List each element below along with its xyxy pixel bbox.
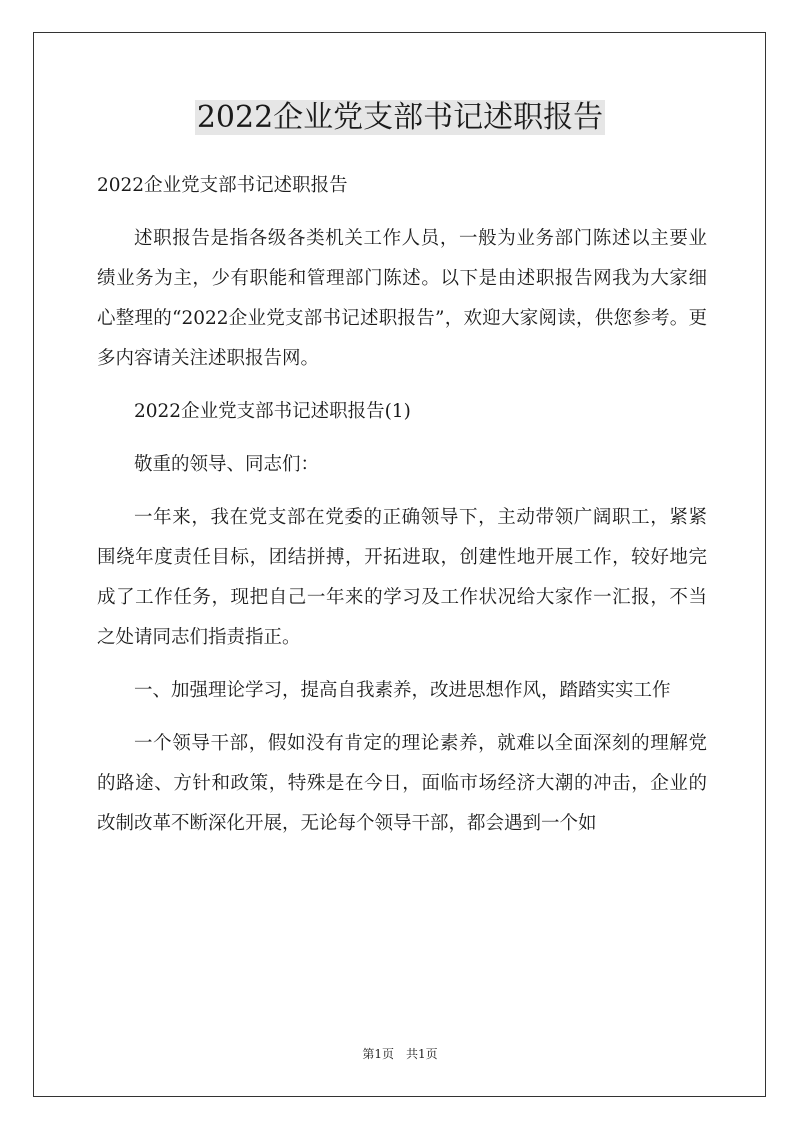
paragraph-intro: 述职报告是指各级各类机关工作人员，一般为业务部门陈述以主要业绩业务为主，少有职能和管理部门陈述。以下是由述职报告网我为大家细心整理的“2022企业党支部书记述职报告”，欢迎大家阅读，供您参考。更多内容请关注述职报告网。	[97, 228, 707, 369]
paragraph-summary: 一年来，我在党支部在党委的正确领导下，主动带领广阔职工，紧紧围绕年度责任目标，团结拼搏，开拓进取，创建性地开展工作，较好地完成了工作任务，现把自己一年来的学习及工作状况给大家作一汇报，不当之处请同志们指责指正。	[97, 507, 707, 648]
paragraph-salutation: 敬重的领导、同志们：	[134, 454, 320, 475]
paragraph-subtitle: 2022企业党支部书记述职报告	[97, 175, 348, 196]
paragraph-section-heading: 2022企业党支部书记述职报告(1)	[134, 401, 411, 422]
paragraph-body: 一个领导干部，假如没有肯定的理论素养，就难以全面深刻的理解党的路途、方针和政策，特殊是在今日，面临市场经济大潮的冲击，企业的改制改革不断深化开展，无论每个领导干部，都会遇到一个如	[97, 733, 707, 834]
document-title-text: 2022企业党支部书记述职报告	[196, 100, 604, 135]
page-footer: 第1页 共1页	[362, 1047, 438, 1061]
paragraph-heading-one: 一、加强理论学习，提高自我素养，改进思想作风，踏踏实实工作	[134, 680, 671, 701]
document-body	[97, 166, 707, 857]
document-title	[0, 97, 800, 139]
